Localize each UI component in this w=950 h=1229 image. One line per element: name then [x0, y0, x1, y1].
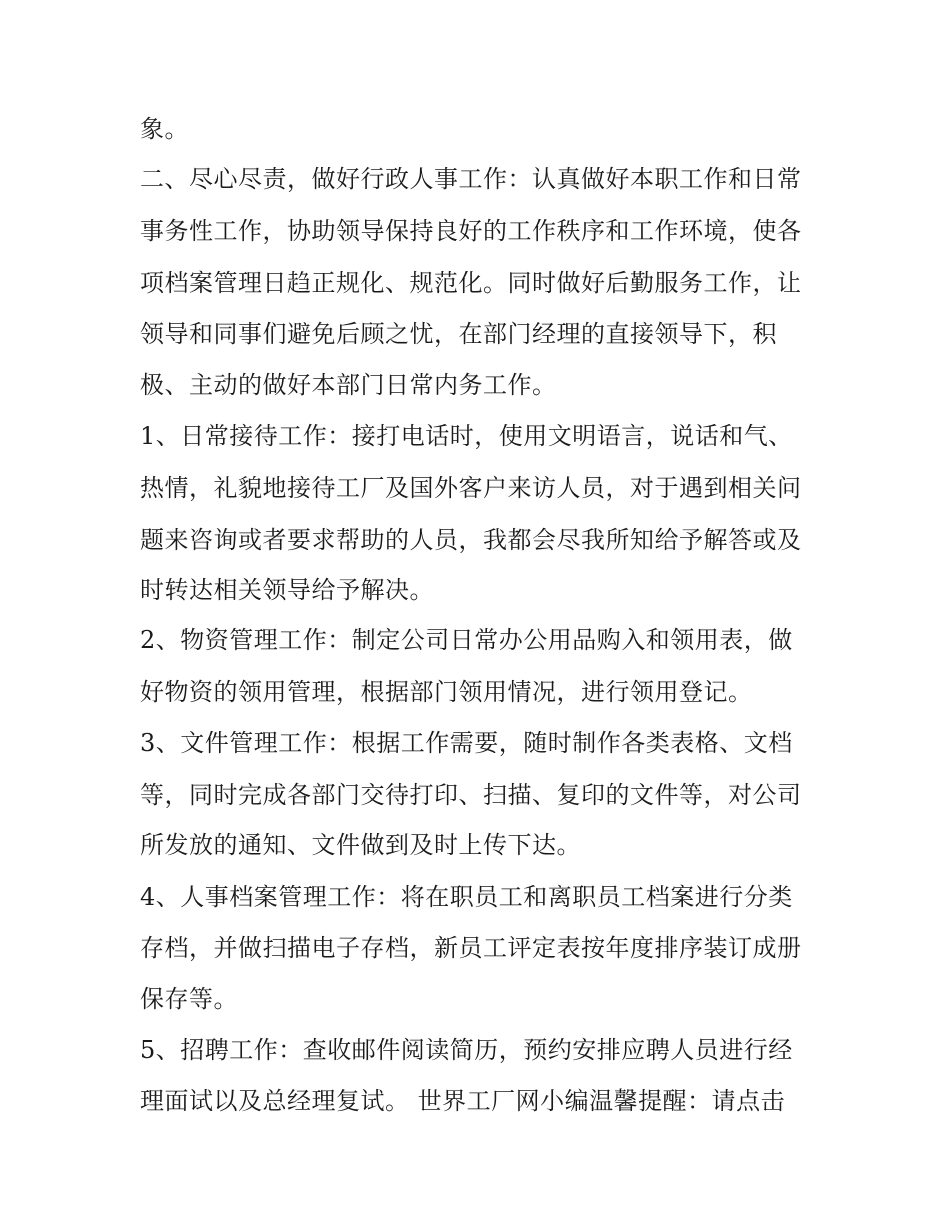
text-line: 题来咨询或者要求帮助的人员，我都会尽我所知给予解答或及 — [140, 526, 802, 554]
text-line: 时转达相关领导给予解决。 — [140, 576, 434, 604]
text-line: 极、主动的做好本部门日常内务工作。 — [140, 371, 557, 399]
text-line: 热情，礼貌地接待工厂及国外客户来访人员，对于遇到相关问 — [140, 474, 802, 502]
text-line: 象。 — [140, 115, 189, 143]
text-line: 二、尽心尽责，做好行政人事工作：认真做好本职工作和日常 — [140, 165, 802, 193]
text-line: 4、人事档案管理工作：将在职员工和离职员工档案进行分类 — [140, 883, 793, 911]
text-line: 事务性工作，协助领导保持良好的工作秩序和工作环境，使各 — [140, 217, 802, 245]
text-line: 1、日常接待工作：接打电话时，使用文明语言，说话和气、 — [140, 422, 793, 450]
text-line: 理面试以及总经理复试。 世界工厂网小编温馨提醒：请点击 — [140, 1087, 786, 1115]
text-line: 等，同时完成各部门交待打印、扫描、复印的文件等，对公司 — [140, 781, 802, 809]
text-line: 2、物资管理工作：制定公司日常办公用品购入和领用表，做 — [140, 626, 793, 654]
text-line: 5、招聘工作：查收邮件阅读简历，预约安排应聘人员进行经 — [140, 1036, 793, 1064]
text-line: 3、文件管理工作：根据工作需要，随时制作各类表格、文档 — [140, 729, 793, 757]
text-line: 领导和同事们避免后顾之忧，在部门经理的直接领导下，积 — [140, 320, 777, 348]
text-line: 好物资的领用管理，根据部门领用情况，进行领用登记。 — [140, 678, 753, 706]
text-line: 保存等。 — [140, 985, 238, 1013]
text-line: 存档，并做扫描电子存档，新员工评定表按年度排序装订成册 — [140, 934, 802, 962]
text-line: 所发放的通知、文件做到及时上传下达。 — [140, 831, 581, 859]
text-line: 项档案管理日趋正规化、规范化。同时做好后勤服务工作，让 — [140, 269, 802, 297]
